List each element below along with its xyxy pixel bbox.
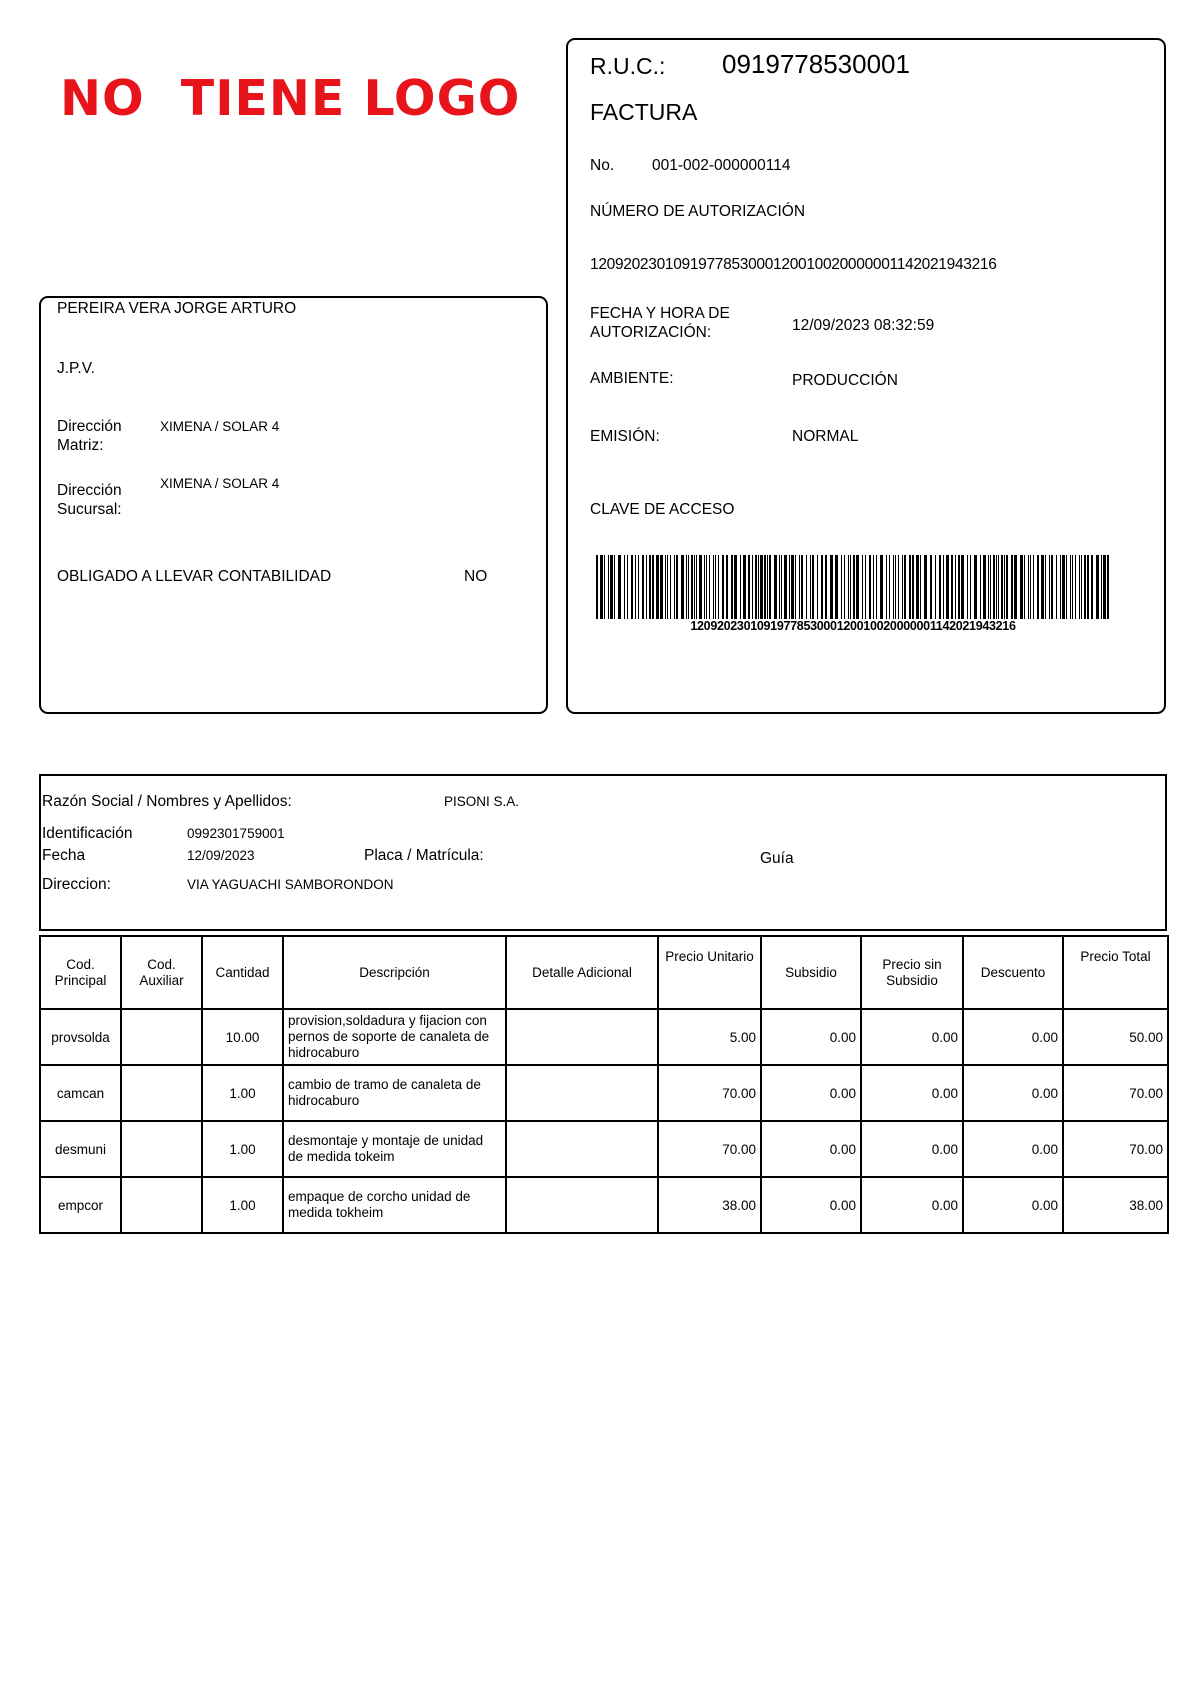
barcode-bar [699, 555, 702, 619]
header-cod-auxiliar: Cod. Auxiliar [121, 936, 202, 1009]
logo-placeholder-text: NO TIENE LOGO [60, 70, 521, 127]
guide-label: Guía [760, 850, 794, 867]
cell-qty: 1.00 [202, 1121, 283, 1177]
barcode-bar [1066, 555, 1067, 619]
barcode-bar [799, 555, 800, 619]
barcode-bar [1049, 555, 1050, 619]
barcode-bar [967, 555, 968, 619]
header-precio-sin-subsidio: Precio sin Subsidio [861, 936, 963, 1009]
issuer-trade-name: J.P.V. [57, 360, 95, 377]
barcode-bar [624, 555, 625, 619]
barcode-bar [1084, 555, 1086, 619]
auth-datetime: 12/09/2023 08:32:59 [792, 317, 935, 334]
barcode-bar [1041, 555, 1044, 619]
barcode-bar [850, 555, 851, 619]
barcode-bar [958, 555, 960, 619]
cell-subsidy: 0.00 [761, 1121, 861, 1177]
cell-subsidy: 0.00 [761, 1009, 861, 1065]
barcode-bar [898, 555, 899, 619]
barcode-bar [1107, 555, 1109, 619]
barcode-bar [889, 555, 890, 619]
cell-unit-price: 70.00 [658, 1121, 761, 1177]
barcode-bar [631, 555, 633, 619]
cell-subsidy: 0.00 [761, 1065, 861, 1121]
barcode-bar [656, 555, 659, 619]
cell-qty: 10.00 [202, 1009, 283, 1065]
branch-address-label: Dirección Sucursal: [57, 482, 122, 518]
table-row [40, 1009, 1168, 1065]
cell-aux [121, 1065, 202, 1121]
barcode-bar [722, 555, 724, 619]
barcode-bar [998, 555, 999, 619]
barcode-bar [1006, 555, 1008, 619]
cell-detail [506, 1121, 658, 1177]
barcode-bar [806, 555, 807, 619]
barcode-bar [983, 555, 986, 619]
client-name-label: Razón Social / Nombres y Apellidos: [42, 793, 292, 810]
barcode-bar [713, 555, 714, 619]
cell-description: empaque de corcho unidad de medida tokheim [283, 1177, 506, 1233]
emission-value: NORMAL [792, 428, 859, 445]
header-subsidio: Subsidio [761, 936, 861, 1009]
barcode-bar [784, 555, 787, 619]
barcode-bar [752, 555, 753, 619]
table-row [40, 1177, 1168, 1233]
barcode-bar [696, 555, 697, 619]
barcode-bar [688, 555, 689, 619]
cell-aux [121, 1177, 202, 1233]
auth-number-label: NÚMERO DE AUTORIZACIÓN [590, 203, 806, 220]
barcode-bar [876, 555, 877, 619]
barcode-bar [635, 555, 636, 619]
barcode-bar [769, 555, 771, 619]
invoice-number-label: No. [590, 157, 615, 174]
barcode-bar [893, 555, 894, 619]
cell-discount: 0.00 [963, 1065, 1063, 1121]
barcode-bar [880, 555, 883, 619]
cell-code: empcor [40, 1177, 121, 1233]
barcode-bar [627, 555, 628, 619]
barcode-bar [935, 555, 936, 619]
cell-total: 70.00 [1063, 1065, 1168, 1121]
barcode-bar [909, 555, 911, 619]
barcode-bar [781, 555, 782, 619]
barcode-bar [844, 555, 845, 619]
barcode-bar [1072, 555, 1073, 619]
auth-number: 1209202301091977853000120010020000001142021943216 [590, 256, 997, 273]
cell-discount: 0.00 [963, 1121, 1063, 1177]
barcode-bar [825, 555, 827, 619]
cell-unit-price: 70.00 [658, 1065, 761, 1121]
barcode-bar [1045, 555, 1046, 619]
barcode-bar [779, 555, 780, 619]
barcode-bar [1056, 555, 1057, 619]
barcode-bar [817, 555, 818, 619]
client-date-label: Fecha [42, 847, 86, 864]
access-key-label: CLAVE DE ACCESO [590, 501, 735, 518]
cell-qty: 1.00 [202, 1177, 283, 1233]
environment-label: AMBIENTE: [590, 370, 674, 387]
auth-datetime-label: FECHA Y HORA DE AUTORIZACIÓN: [590, 305, 730, 341]
barcode-bar [791, 555, 794, 619]
barcode-bar [604, 555, 605, 619]
barcode-bar [1062, 555, 1065, 619]
client-address: VIA YAGUACHI SAMBORONDON [187, 877, 394, 892]
barcode-bar [856, 555, 859, 619]
cell-code: desmuni [40, 1121, 121, 1177]
barcode-bar [676, 555, 678, 619]
barcode-bar [760, 555, 763, 619]
barcode-bar [691, 555, 693, 619]
barcode-bar [610, 555, 613, 619]
barcode-bar [980, 555, 981, 619]
cell-price-no-subsidy: 0.00 [861, 1177, 963, 1233]
barcode-bar [795, 555, 796, 619]
barcode-bar [920, 555, 921, 619]
matrix-address-label: Dirección Matriz: [57, 418, 122, 454]
cell-total: 50.00 [1063, 1009, 1168, 1065]
barcode-bar [726, 555, 728, 619]
cell-description: cambio de tramo de canaleta de hidrocaburo [283, 1065, 506, 1121]
barcode-bar [974, 555, 977, 619]
emission-label: EMISIÓN: [590, 428, 660, 445]
barcode-bar [1101, 555, 1102, 619]
barcode-bar [1030, 555, 1031, 619]
accounting-value: NO [464, 568, 488, 585]
barcode-bar [916, 555, 919, 619]
barcode-bar [939, 555, 941, 619]
barcode-bar [970, 555, 971, 619]
barcode-bar [608, 555, 609, 619]
barcode-bar [1087, 555, 1089, 619]
cell-discount: 0.00 [963, 1009, 1063, 1065]
barcode-bar [774, 555, 777, 619]
client-date: 12/09/2023 [187, 848, 255, 863]
table-row [40, 1121, 1168, 1177]
barcode-bar [614, 555, 615, 619]
cell-price-no-subsidy: 0.00 [861, 1009, 963, 1065]
environment-value: PRODUCCIÓN [792, 372, 898, 389]
header-descripcion: Descripción [283, 936, 506, 1009]
barcode-bar [1011, 555, 1013, 619]
barcode-bar [1075, 555, 1076, 619]
cell-price-no-subsidy: 0.00 [861, 1065, 963, 1121]
cell-code: provsolda [40, 1009, 121, 1065]
barcode-bar [755, 555, 757, 619]
barcode-bar [873, 555, 874, 619]
barcode-bar [1020, 555, 1023, 619]
barcode-bar [869, 555, 871, 619]
header-precio-total: Precio Total [1063, 936, 1168, 1009]
barcode-bar [895, 555, 896, 619]
barcode-bar [740, 555, 741, 619]
barcode-bar [1037, 555, 1039, 619]
barcode-bar [600, 555, 603, 619]
cell-description: desmontaje y montaje de unidad de medida tokeim [283, 1121, 506, 1177]
invoice-items-table [39, 935, 1169, 1234]
barcode-bar [686, 555, 687, 619]
barcode-bar [1028, 555, 1029, 619]
barcode-bar [748, 555, 750, 619]
client-id-label: Identificación [42, 825, 133, 842]
access-key-barcode-number: 1209202301091977853000120010020000001142021943216 [690, 619, 1016, 633]
header-detalle-adicional: Detalle Adicional [506, 936, 658, 1009]
barcode-bar [902, 555, 903, 619]
barcode-bar [801, 555, 803, 619]
barcode-bar [1001, 555, 1003, 619]
client-name: PISONI S.A. [444, 794, 520, 809]
barcode-bar [1091, 555, 1093, 619]
barcode-bar [946, 555, 949, 619]
barcode-bar [709, 555, 710, 619]
barcode-bar [912, 555, 914, 619]
cell-discount: 0.00 [963, 1177, 1063, 1233]
barcode-bar [649, 555, 651, 619]
barcode-bar [1004, 555, 1005, 619]
barcode-bar [1079, 555, 1080, 619]
barcode-bar [743, 555, 746, 619]
barcode-bar [660, 555, 663, 619]
barcode-bar [731, 555, 733, 619]
barcode-bar [961, 555, 964, 619]
client-address-label: Direccion: [42, 876, 111, 893]
barcode-bar [652, 555, 654, 619]
barcode-bar [764, 555, 766, 619]
barcode-bar [1024, 555, 1025, 619]
access-key-barcode [596, 555, 1110, 619]
table-row [40, 1065, 1168, 1121]
barcode-bar [810, 555, 811, 619]
cell-aux [121, 1121, 202, 1177]
table-header-row [40, 936, 1168, 1009]
cell-subsidy: 0.00 [761, 1177, 861, 1233]
barcode-bar [706, 555, 707, 619]
barcode-bar [694, 555, 695, 619]
cell-detail [506, 1065, 658, 1121]
barcode-bar [835, 555, 838, 619]
barcode-bar [955, 555, 956, 619]
cell-unit-price: 5.00 [658, 1009, 761, 1065]
barcode-bar [830, 555, 833, 619]
barcode-bar [674, 555, 675, 619]
header-precio-unitario: Precio Unitario [658, 936, 761, 1009]
barcode-bar [841, 555, 842, 619]
barcode-bar [718, 555, 719, 619]
barcode-bar [988, 555, 989, 619]
barcode-bar [596, 555, 598, 619]
barcode-bar [758, 555, 759, 619]
branch-address-value: XIMENA / SOLAR 4 [160, 476, 280, 491]
barcode-bar [1014, 555, 1017, 619]
barcode-bar [924, 555, 927, 619]
barcode-bar [789, 555, 790, 619]
document-type: FACTURA [590, 99, 698, 125]
barcode-bar [886, 555, 887, 619]
barcode-bar [704, 555, 705, 619]
header-descuento: Descuento [963, 936, 1063, 1009]
accounting-label: OBLIGADO A LLEVAR CONTABILIDAD [57, 568, 332, 585]
cell-price-no-subsidy: 0.00 [861, 1121, 963, 1177]
barcode-bar [848, 555, 849, 619]
barcode-bar [990, 555, 991, 619]
cell-detail [506, 1177, 658, 1233]
barcode-bar [767, 555, 768, 619]
barcode-bar [646, 555, 647, 619]
invoice-number: 001-002-000000114 [652, 157, 791, 174]
barcode-bar [853, 555, 855, 619]
ruc-value: 0919778530001 [722, 49, 910, 79]
barcode-bar [638, 555, 639, 619]
cell-qty: 1.00 [202, 1065, 283, 1121]
cell-detail [506, 1009, 658, 1065]
barcode-bar [1060, 555, 1061, 619]
barcode-bar [862, 555, 863, 619]
cell-aux [121, 1009, 202, 1065]
cell-unit-price: 38.00 [658, 1177, 761, 1233]
plate-label: Placa / Matrícula: [364, 847, 484, 864]
barcode-bar [1070, 555, 1071, 619]
header-cod-principal: Cod. Principal [40, 936, 121, 1009]
barcode-bar [812, 555, 814, 619]
barcode-bar [930, 555, 932, 619]
barcode-bar [865, 555, 866, 619]
barcode-bar [1033, 555, 1034, 619]
barcode-bar [670, 555, 671, 619]
header-cantidad: Cantidad [202, 936, 283, 1009]
barcode-bar [667, 555, 668, 619]
cell-code: camcan [40, 1065, 121, 1121]
barcode-bar [1051, 555, 1053, 619]
barcode-bar [993, 555, 995, 619]
cell-description: provision,soldadura y fijacion con pernos de soporte de canaleta de hidrocaburo [283, 1009, 506, 1065]
matrix-address-value: XIMENA / SOLAR 4 [160, 419, 280, 434]
barcode-bar [943, 555, 944, 619]
ruc-label: R.U.C.: [590, 53, 666, 79]
barcode-bar [1096, 555, 1099, 619]
barcode-bar [665, 555, 666, 619]
barcode-bar [681, 555, 684, 619]
cell-total: 38.00 [1063, 1177, 1168, 1233]
cell-total: 70.00 [1063, 1121, 1168, 1177]
barcode-bar [734, 555, 737, 619]
barcode-bar [642, 555, 644, 619]
barcode-bar [904, 555, 906, 619]
barcode-bar [1081, 555, 1082, 619]
barcode-bar [821, 555, 823, 619]
barcode-bar [1103, 555, 1106, 619]
barcode-bar [618, 555, 621, 619]
client-id: 0992301759001 [187, 826, 285, 841]
barcode-bar [951, 555, 953, 619]
barcode-bar [996, 555, 997, 619]
issuer-name: PEREIRA VERA JORGE ARTURO [57, 300, 297, 317]
barcode-bar [715, 555, 716, 619]
